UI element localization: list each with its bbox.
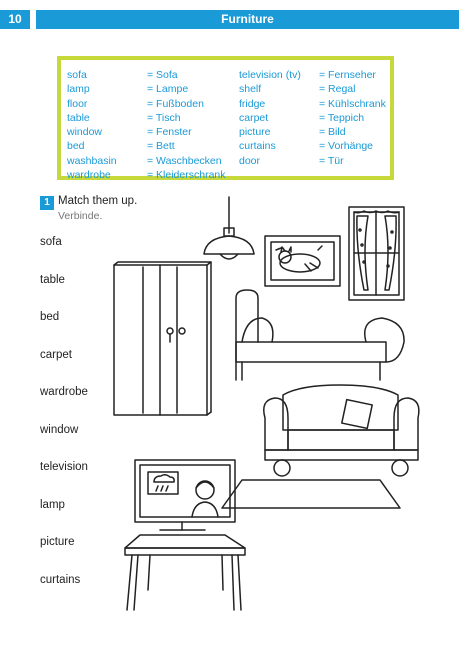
vocab-en: washbasin <box>67 154 117 167</box>
vocab-de: = Sofa <box>147 69 178 81</box>
sofa-drawing[interactable] <box>264 385 419 476</box>
vocab-en: shelf <box>239 83 262 96</box>
wardrobe-drawing[interactable] <box>114 262 211 415</box>
match-word[interactable]: bed <box>40 311 60 323</box>
vocab-de: = Fernseher <box>319 69 376 81</box>
vocab-en: floor <box>67 97 88 110</box>
vocab-en: door <box>239 154 261 167</box>
vocab-en: fridge <box>239 97 266 110</box>
match-word[interactable]: curtains <box>40 574 81 586</box>
vocab-de: = Kleiderschrank <box>147 169 226 182</box>
vocab-de: = Regal <box>319 83 356 96</box>
vocab-de: = Vorhänge <box>319 140 374 153</box>
match-word[interactable]: picture <box>40 536 75 548</box>
vocab-de: = Lampe <box>147 83 189 96</box>
exercise-subtitle: Verbinde. <box>58 210 103 222</box>
page-title: Furniture <box>36 10 459 29</box>
vocab-en: curtains <box>239 140 276 153</box>
carpet-drawing[interactable] <box>222 480 400 508</box>
vocab-en: carpet <box>239 111 269 124</box>
vocab-en: window <box>67 126 103 139</box>
vocab-en: table <box>67 111 90 124</box>
vocab-de: = Kühlschrank <box>319 97 386 110</box>
vocab-de: = Bett <box>147 140 175 153</box>
vocab-de: = Waschbecken <box>147 154 222 167</box>
vocab-en: television (tv) <box>239 69 301 81</box>
vocab-de: = Fenster <box>147 126 192 139</box>
exercise-number: 1 <box>40 196 54 210</box>
vocab-de: = Bild <box>319 126 346 139</box>
match-word[interactable]: lamp <box>40 499 65 511</box>
match-word[interactable]: window <box>40 424 79 436</box>
vocab-en: lamp <box>67 83 90 96</box>
table-drawing[interactable] <box>125 535 245 610</box>
match-word[interactable]: wardrobe <box>40 386 88 398</box>
vocab-en: wardrobe <box>67 169 111 182</box>
vocab-de: = Tisch <box>147 111 181 124</box>
window-drawing[interactable] <box>349 207 404 300</box>
match-word[interactable]: television <box>40 461 88 473</box>
vocab-en: sofa <box>67 69 87 81</box>
vocab-de: = Tür <box>319 154 344 167</box>
match-word[interactable]: table <box>40 274 65 286</box>
match-word[interactable]: sofa <box>40 236 62 248</box>
vocab-en: bed <box>67 140 85 153</box>
television-drawing[interactable] <box>135 460 235 530</box>
vocab-de: = Teppich <box>319 111 365 124</box>
picture-drawing[interactable] <box>265 236 340 286</box>
match-word[interactable]: carpet <box>40 349 72 361</box>
lamp-drawing[interactable] <box>204 197 254 259</box>
bed-drawing[interactable] <box>236 290 404 380</box>
vocab-de: = Fußboden <box>147 97 204 110</box>
exercise-title: Match them up. <box>58 195 138 207</box>
page-number: 10 <box>0 10 30 29</box>
vocab-en: picture <box>239 126 271 139</box>
